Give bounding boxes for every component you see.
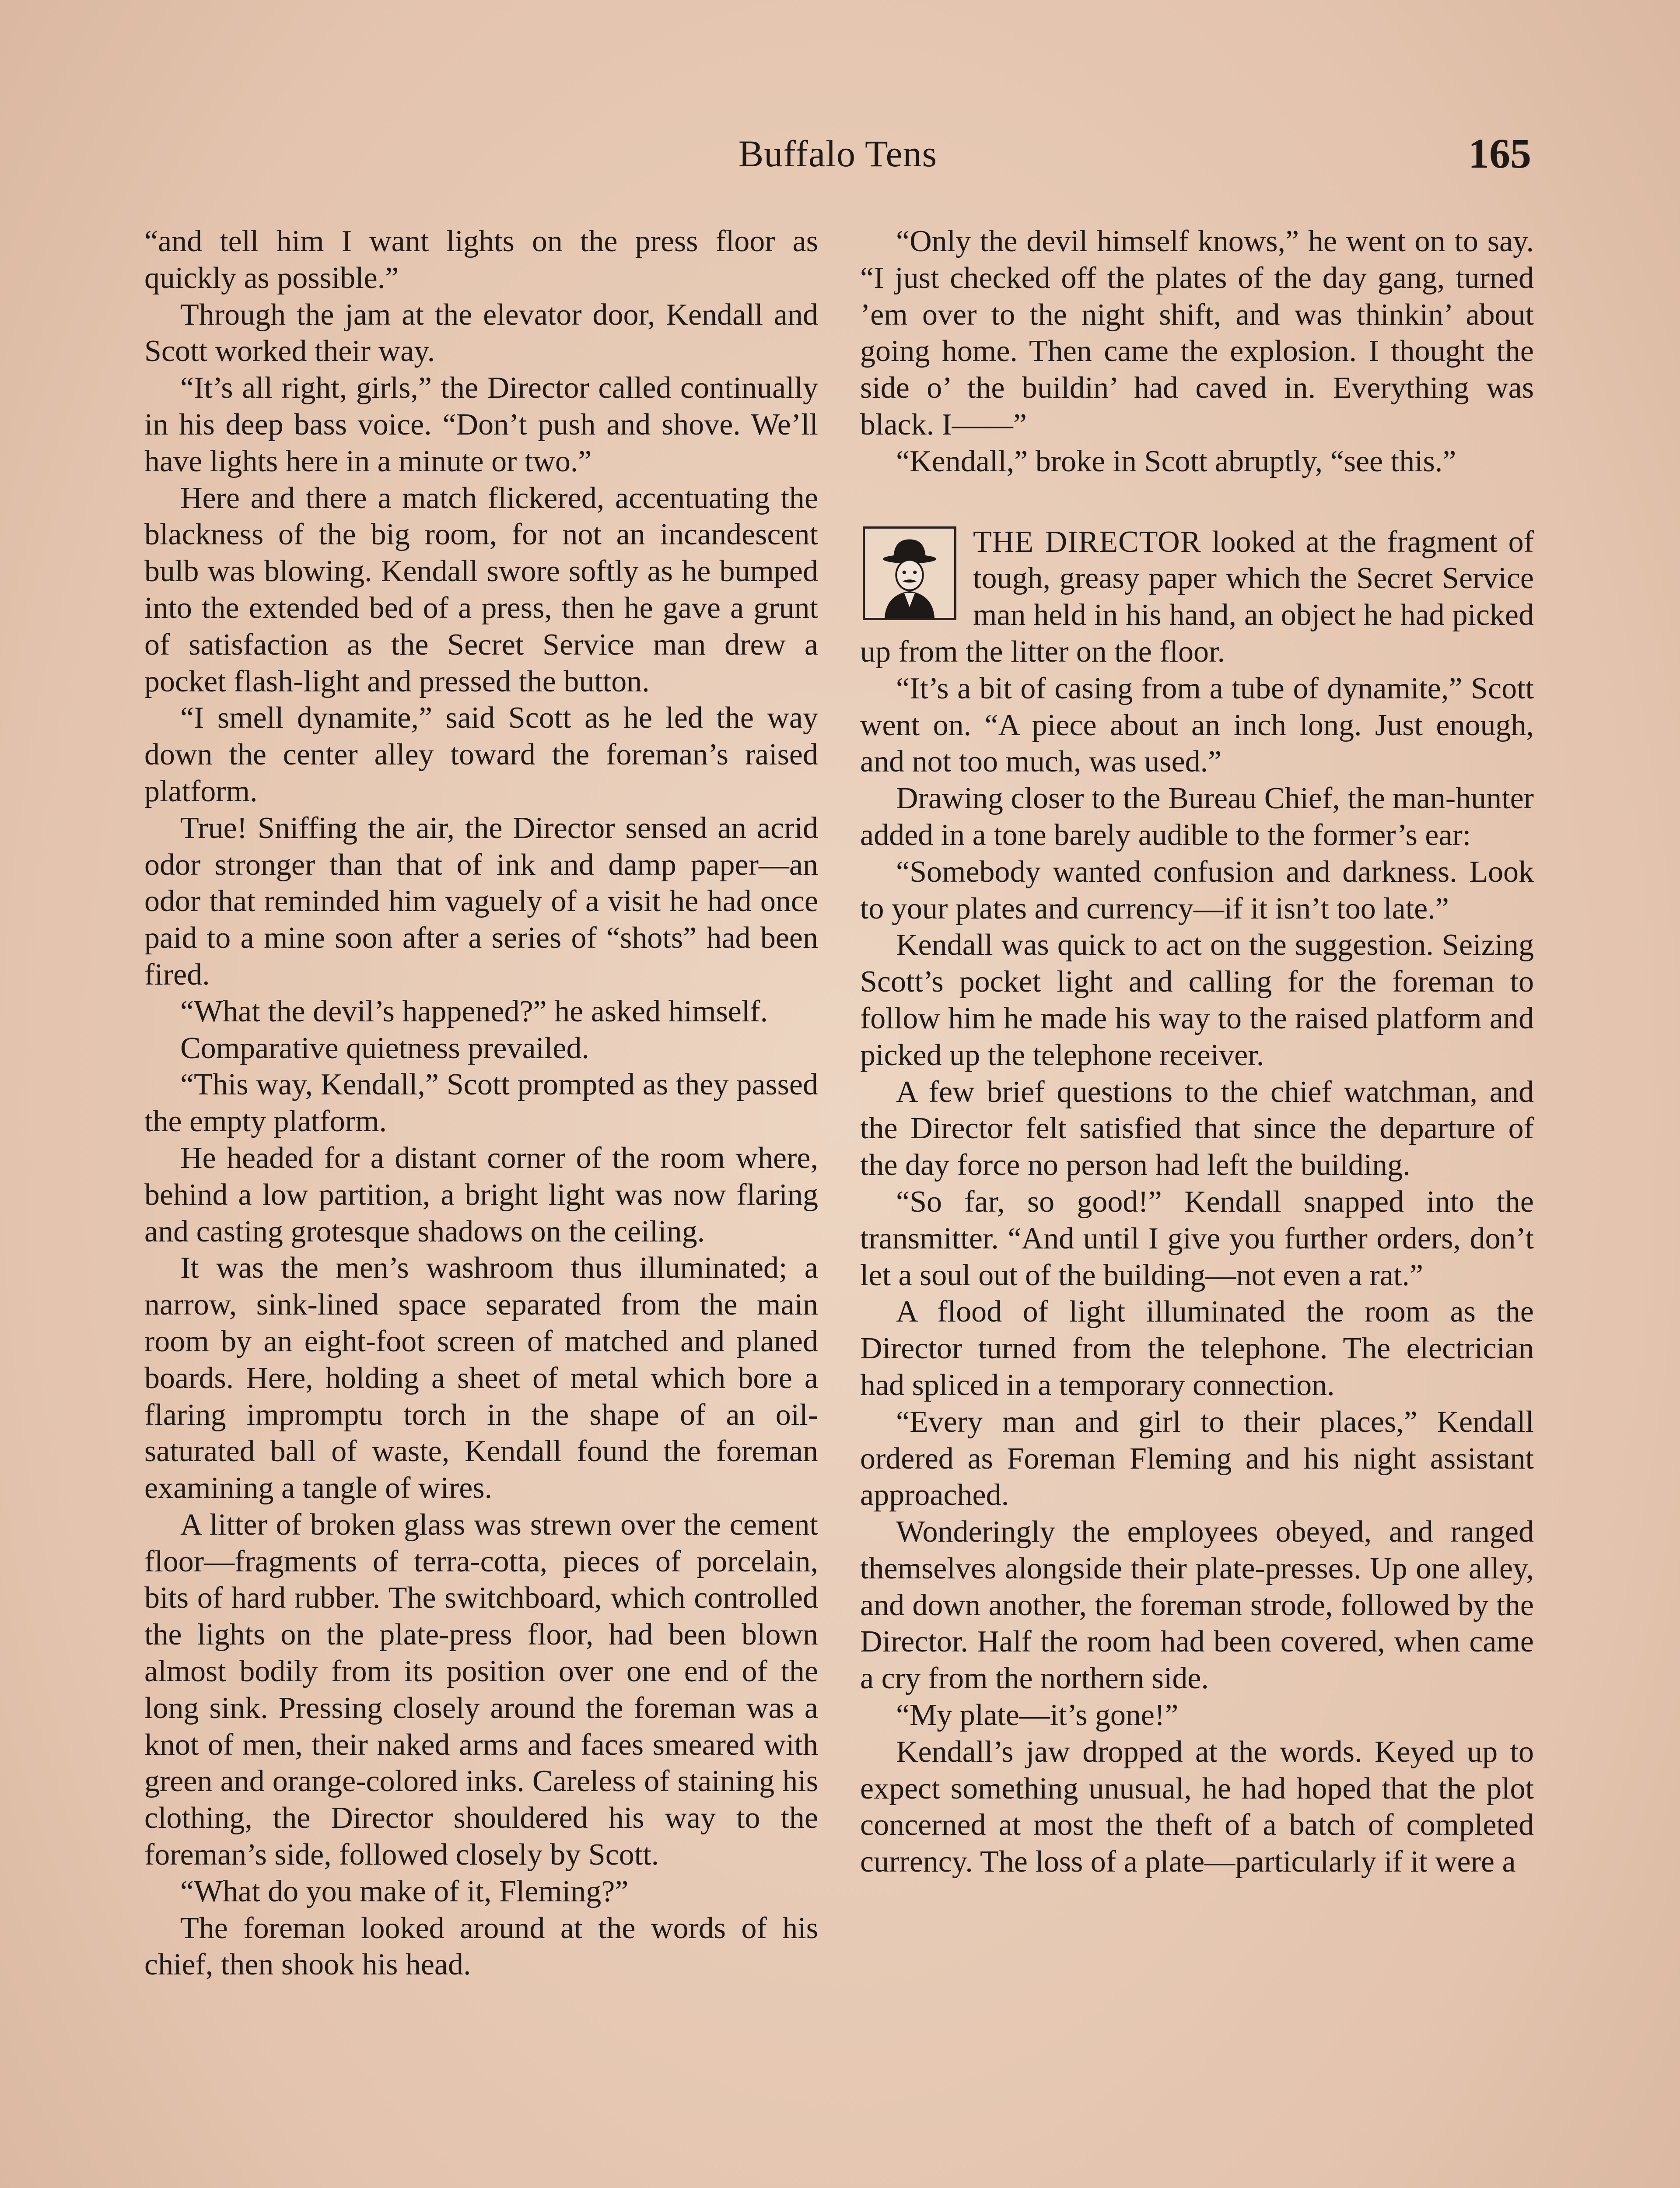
- paragraph: “What the devil’s happened?” he asked himself.: [180, 994, 768, 1028]
- paragraph: “Every man and girl to their places,” Kendall ordered as Foreman Fleming and his night assistant approached.: [860, 1405, 1534, 1512]
- paragraph: “It’s a bit of casing from a tube of dynamite,” Scott went on. “A piece about an inch long. Just enough, and not too much, was used.”: [860, 671, 1534, 779]
- lead-caps: THE DIRECTOR: [973, 525, 1201, 559]
- paragraph: Kendall’s jaw dropped at the words. Keyed up to expect something unusual, he had hoped that the plot concerned at most the theft of a batch of completed currency. The loss of a plate—particularly if it were a: [860, 1735, 1534, 1879]
- paragraph: Drawing closer to the Bureau Chief, the man-hunter added in a tone barely audible to the former’s ear:: [860, 782, 1534, 852]
- page-header: [144, 130, 1531, 186]
- paragraph: “Somebody wanted confusion and darkness. Look to your plates and currency—if it isn’t too late.”: [860, 855, 1534, 926]
- paragraph: A litter of broken glass was strewn over the cement floor—fragments of terra-cotta, pieces of porcelain, bits of hard rubber. The switchboard, which controlled the lights on the plate-press floor, had been blown almost bodily from its position over one end of the long sink. Pressing closely around the foreman was a knot of men, their naked arms and faces smeared with green and orange-colored inks. Careless of staining his clothing, the Director shouldered his way to the foreman’s side, followed closely by Scott.: [144, 1508, 818, 1872]
- section-lead-paragraph: [860, 524, 1534, 670]
- lead-text: looked at the fragment of tough, greasy paper which the Secret Service man held in his hand, an object he had picked up from the litter on the floor.: [860, 525, 1534, 669]
- paragraph: Wonderingly the employees obeyed, and ranged themselves alongside their plate-presses. Up one alley, and down another, the foreman strode, followed by the Director. Half the room had been covered, when came a cry from the northern side.: [860, 1515, 1534, 1696]
- paragraph: The foreman looked around at the words of his chief, then shook his head.: [144, 1911, 818, 1982]
- right-column: [860, 223, 1534, 1880]
- paragraph: “and tell him I want lights on the press floor as quickly as possible.”: [144, 224, 818, 295]
- paragraph: Through the jam at the elevator door, Kendall and Scott worked their way.: [144, 298, 818, 368]
- running-title: Buffalo Tens: [738, 133, 938, 175]
- paragraph: Kendall was quick to act on the suggestion. Seizing Scott’s pocket light and calling for the foreman to follow him he made his way to the raised platform and picked up the telephone receiver.: [860, 928, 1534, 1072]
- director-portrait-icon: [863, 526, 956, 620]
- paragraph: “So far, so good!” Kendall snapped into the transmitter. “And until I give you further orders, don’t let a soul out of the building—not even a rat.”: [860, 1185, 1534, 1292]
- paragraph: “Only the devil himself knows,” he went on to say. “I just checked off the plates of the day gang, turned ’em over to the night shift, and was thinkin’ about going home. Then came the explosion. I thought the side o’ the buildin’ had caved in. Everything was black. I——”: [860, 224, 1534, 442]
- page-number: 165: [1468, 130, 1531, 177]
- left-column: [144, 223, 818, 1983]
- section-opening: [860, 524, 1534, 670]
- paragraph: “What do you make of it, Fleming?”: [180, 1874, 629, 1908]
- paragraph: A flood of light illuminated the room as the Director turned from the telephone. The electrician had spliced in a temporary connection.: [860, 1295, 1534, 1402]
- paragraph: “This way, Kendall,” Scott prompted as they passed the empty platform.: [144, 1068, 818, 1139]
- paragraph: Comparative quietness prevailed.: [180, 1031, 589, 1065]
- paragraph: Here and there a match flickered, accentuating the blackness of the big room, for not an incandescent bulb was blowing. Kendall swore softly as he bumped into the extended bed of a press, then he gave a grunt of satisfaction as the Secret Service man drew a pocket flash-light and pressed the button.: [144, 481, 818, 698]
- paragraph: “My plate—it’s gone!”: [896, 1698, 1179, 1732]
- paragraph: It was the men’s washroom thus illuminated; a narrow, sink-lined space separated from the main room by an eight-foot screen of matched and planed boards. Here, holding a sheet of metal which bore a flaring impromptu torch in the shape of an oil-saturated ball of waste, Kendall found the foreman examining a tangle of wires.: [144, 1251, 818, 1505]
- paragraph: He headed for a distant corner of the room where, behind a low partition, a bright light was now flaring and casting grotesque shadows on the ceiling.: [144, 1141, 818, 1248]
- paragraph: A few brief questions to the chief watchman, and the Director felt satisfied that since the departure of the day force no person had left the building.: [860, 1075, 1534, 1182]
- paragraph: True! Sniffing the air, the Director sensed an acrid odor stronger than that of ink and damp paper—an odor that reminded him vaguely of a visit he had once paid to a mine soon after a series of “shots” had been fired.: [144, 811, 818, 992]
- paragraph: “It’s all right, girls,” the Director called continually in his deep bass voice. “Don’t push and shove. We’ll have lights here in a minute or two.”: [144, 371, 818, 478]
- paragraph: “Kendall,” broke in Scott abruptly, “see this.”: [896, 444, 1456, 478]
- paragraph: “I smell dynamite,” said Scott as he led the way down the center alley toward the foreman’s raised platform.: [144, 701, 818, 808]
